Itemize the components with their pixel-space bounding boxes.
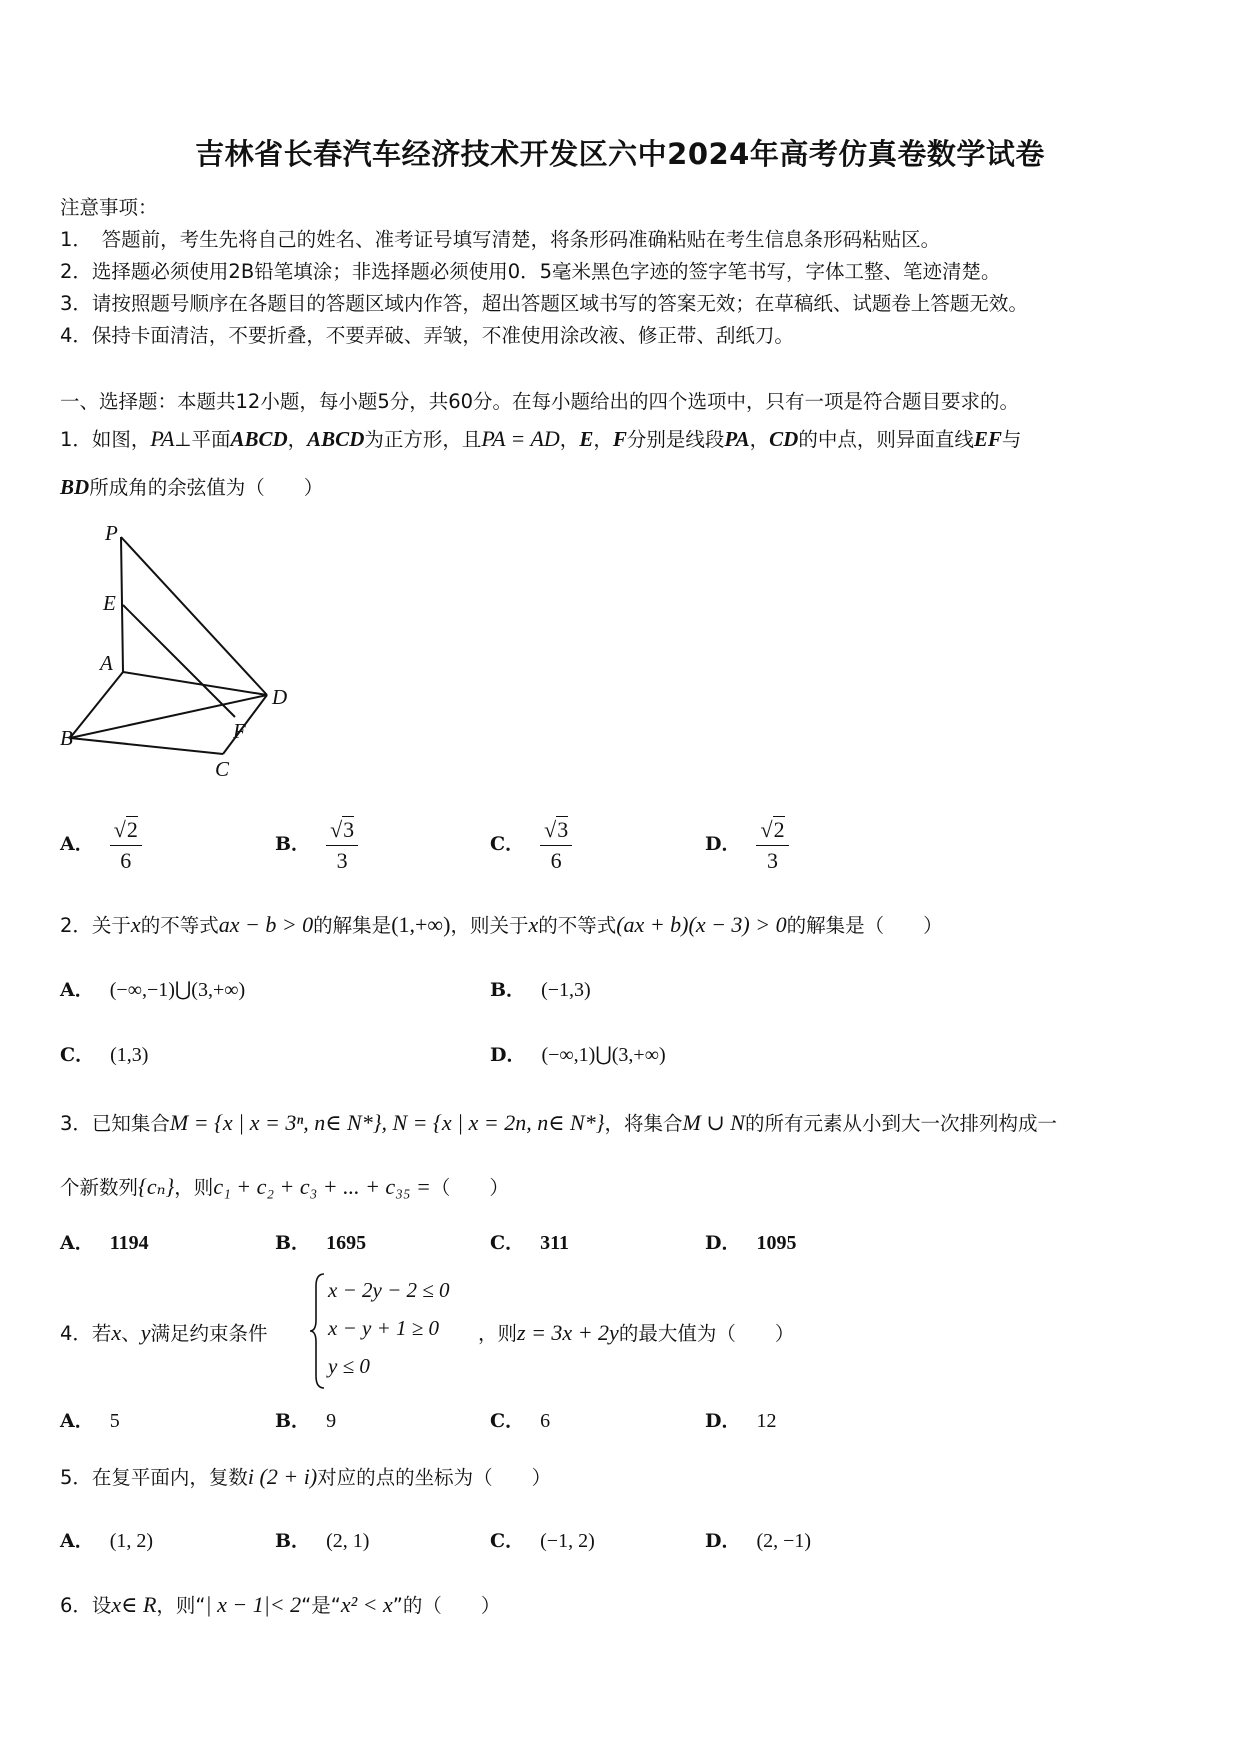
frac-den: 6: [120, 848, 132, 873]
option-text: 9: [326, 1410, 337, 1432]
q5-option-a[interactable]: [60, 1526, 153, 1553]
q1-t13: PA: [724, 427, 750, 451]
q6-t1: ，则“: [156, 1594, 206, 1617]
q5-num: 5．在复平面内，复数: [60, 1466, 248, 1489]
q1-t5: ABCD: [307, 427, 365, 451]
q5-option-b[interactable]: [275, 1526, 369, 1553]
q1-t19: BD: [60, 475, 90, 499]
q2-t4: 的不等式: [538, 914, 617, 937]
q4-num: 4．若: [60, 1322, 112, 1345]
option-label: B．: [275, 833, 311, 856]
q4-constraint-2: x − y + 1 ≥ 0: [328, 1316, 440, 1340]
q2-e3: (ax + b)(x − 3) > 0: [616, 912, 787, 937]
q4-constraint-1: x − 2y − 2 ≤ 0: [328, 1278, 450, 1302]
q1-t3: ABCD: [230, 427, 288, 451]
q1-pyramid-figure: [55, 520, 315, 790]
frac-den: 3: [336, 848, 348, 873]
q1-t15: CD: [769, 427, 799, 451]
q3-e2: M ∪ N: [682, 1110, 745, 1135]
option-label: C．: [490, 1530, 525, 1552]
option-label: A．: [60, 1530, 94, 1552]
option-label: C．: [490, 833, 525, 856]
q1-option-d[interactable]: D． $\frac{√2}{3}$: [705, 815, 789, 876]
q5-option-d[interactable]: [705, 1526, 811, 1553]
q1-t10: ，: [593, 428, 613, 451]
q2-t2: 的解集是: [313, 914, 392, 937]
q4-brace: [308, 1272, 328, 1390]
option-label: B．: [275, 1410, 311, 1432]
option-label: C．: [490, 1410, 525, 1432]
question-4-stem-right: [478, 1318, 794, 1346]
frac-num: 3: [343, 817, 355, 842]
q2-option-c[interactable]: [60, 1040, 148, 1067]
q3-t5: （ ）: [430, 1176, 509, 1199]
q6-num: 6．设: [60, 1594, 112, 1617]
q4-option-a[interactable]: [60, 1406, 120, 1433]
question-1-stem: [60, 424, 1021, 452]
notice-heading: 注意事项：: [60, 196, 158, 219]
option-text: (−1, 2): [540, 1530, 595, 1552]
option-text: 311: [540, 1232, 570, 1254]
q5-option-c[interactable]: [490, 1526, 595, 1553]
option-label: D．: [705, 1410, 741, 1432]
q4-t2: ，则: [478, 1322, 518, 1345]
option-label: B．: [275, 1232, 311, 1254]
question-3-stem: [60, 1108, 1057, 1136]
q1-t11: F: [612, 427, 627, 451]
q6-e2: | x − 1|< 2: [205, 1592, 302, 1617]
q5-e1: i (2 + i): [247, 1464, 318, 1489]
q2-option-b[interactable]: [490, 975, 591, 1002]
notice-item-2: 2．选择题必须使用2B铅笔填涂；非选择题必须使用0．5毫米黑色字迹的签字笔书写，字体工整、笔迹清楚。: [60, 260, 1001, 283]
q2-t5: 的解集是（ ）: [786, 914, 943, 937]
q4-option-b[interactable]: [275, 1406, 336, 1433]
section-heading: 一、选择题：本题共12小题，每小题5分，共60分。在每小题给出的四个选项中，只有一项是符合题目要求的。: [60, 390, 1020, 413]
q1-t17: EF: [973, 427, 1002, 451]
q2-e1: ax − b > 0: [218, 912, 314, 937]
q1-t9: E: [579, 427, 594, 451]
exam-title: 吉林省长春汽车经济技术开发区六中2024年高考仿真卷数学试卷: [195, 137, 1045, 171]
q6-e1: x∈ R: [111, 1592, 157, 1617]
q6-t3: ”的（ ）: [392, 1594, 501, 1617]
q1-t4: ，: [287, 428, 308, 451]
q2-x1: x: [130, 912, 141, 937]
frac-num: 2: [126, 817, 138, 842]
option-label: D．: [705, 1232, 741, 1254]
option-label: D．: [490, 1044, 526, 1066]
label-A: A: [100, 651, 113, 675]
option-text: 12: [756, 1410, 777, 1432]
frac-den: 6: [550, 848, 562, 873]
q1-option-b[interactable]: B． $\frac{√3}{3}$: [275, 815, 358, 876]
q1-option-c[interactable]: C． $\frac{√3}{6}$: [490, 815, 572, 876]
option-label: A．: [60, 979, 94, 1001]
frac-den: 3: [767, 848, 779, 873]
frac-num: 3: [557, 817, 569, 842]
option-text: (−∞,−1)⋃(3,+∞): [109, 979, 246, 1001]
q3-option-c[interactable]: [490, 1228, 569, 1255]
q4-e1: z = 3x + 2y: [517, 1320, 619, 1345]
question-6-stem: [60, 1590, 500, 1618]
question-1-stem-cont: [60, 472, 323, 500]
option-label: A．: [60, 833, 94, 856]
option-text: (2, 1): [326, 1530, 370, 1552]
label-C: C: [215, 757, 230, 781]
q4-y: y: [140, 1320, 151, 1345]
q4-t3: 的最大值为（ ）: [618, 1322, 795, 1345]
question-5-stem: [60, 1462, 551, 1490]
q5-t1: 对应的点的坐标为（ ）: [317, 1466, 552, 1489]
q4-option-c[interactable]: [490, 1406, 550, 1433]
question-3-stem-cont: [60, 1172, 509, 1200]
q3-num: 3．已知集合: [60, 1112, 170, 1135]
option-text: (1,3): [110, 1044, 149, 1066]
q1-t16: 的中点，则异面直线: [798, 428, 974, 451]
q6-e3: x² < x: [340, 1592, 393, 1617]
q4-x: x: [111, 1320, 122, 1345]
option-label: C．: [490, 1232, 525, 1254]
q3-option-b[interactable]: [275, 1228, 366, 1255]
notice-item-1: 1． 答题前，考生先将自己的姓名、准考证号填写清楚，将条形码准确粘贴在考生信息条形码粘贴区。: [60, 228, 941, 251]
q2-num: 2．关于: [60, 914, 131, 937]
option-label: A．: [60, 1232, 94, 1254]
q2-option-d[interactable]: [490, 1040, 666, 1067]
option-text: 6: [540, 1410, 551, 1432]
option-text: 1194: [109, 1232, 149, 1254]
option-text: (−1,3): [541, 979, 591, 1001]
option-text: (2, −1): [756, 1530, 812, 1552]
q3-e3: {cₙ}: [138, 1174, 175, 1199]
q1-t6: 为正方形，且: [364, 428, 482, 451]
q1-option-a[interactable]: A． $\frac{√2}{6}$: [60, 815, 142, 876]
frac-num: 2: [773, 817, 785, 842]
q3-t1: ，将集合: [604, 1112, 683, 1135]
q4-option-d[interactable]: [705, 1406, 776, 1433]
q1-t2: ⊥平面: [174, 428, 231, 451]
q3-t3: 个新数列: [60, 1176, 139, 1199]
option-text: 5: [109, 1410, 120, 1432]
option-label: C．: [60, 1044, 95, 1066]
q1-t7: PA = AD: [481, 426, 560, 451]
q3-t2: 的所有元素从小到大一次排列构成一: [744, 1112, 1057, 1135]
option-label: D．: [705, 1530, 741, 1552]
q2-t3: ，则关于: [450, 914, 529, 937]
q1-t14: ，: [749, 428, 770, 451]
q3-option-a[interactable]: [60, 1228, 149, 1255]
option-label: A．: [60, 1410, 94, 1432]
label-D: D: [272, 685, 288, 709]
notice-item-4: 4．保持卡面清洁，不要折叠，不要弄破、弄皱，不准使用涂改液、修正带、刮纸刀。: [60, 324, 794, 347]
q1-t1: PA: [150, 426, 175, 451]
q4-constraint-3: y ≤ 0: [328, 1354, 370, 1378]
label-B: B: [60, 726, 73, 750]
q2-e2: (1,+∞): [391, 912, 451, 937]
option-text: (1, 2): [109, 1530, 154, 1552]
label-P: P: [105, 521, 118, 545]
q6-t2: “是“: [301, 1594, 341, 1617]
q2-t1: 的不等式: [140, 914, 219, 937]
q2-x2: x: [528, 912, 539, 937]
q2-option-a[interactable]: [60, 975, 245, 1002]
q1-t8: ，: [559, 428, 580, 451]
question-4-stem-left: [60, 1318, 267, 1346]
option-text: 1095: [756, 1232, 797, 1254]
option-label: B．: [275, 1530, 311, 1552]
option-label: D．: [705, 833, 741, 856]
q3-t4: ，则: [174, 1176, 214, 1199]
q4-t1: 满足约束条件: [150, 1322, 268, 1345]
q4-sep: 、: [121, 1322, 141, 1345]
notice-item-3: 3．请按照题号顺序在各题目的答题区域内作答，超出答题区域书写的答案无效；在草稿纸、试题卷上答题无效。: [60, 292, 1028, 315]
q1-t18: 与: [1001, 428, 1022, 451]
option-text: 1695: [326, 1232, 367, 1254]
q3-e4: c₁ + c₂ + c₃ + ... + c₃₅ =: [213, 1174, 431, 1199]
question-2-stem: [60, 910, 943, 938]
q1-num: 1．如图，: [60, 428, 151, 451]
q3-option-d[interactable]: [705, 1228, 796, 1255]
option-label: B．: [490, 979, 526, 1001]
option-text: (−∞,1)⋃(3,+∞): [541, 1044, 666, 1066]
q3-e1: M = {x | x = 3ⁿ, n∈ N*}, N = {x | x = 2n, n∈ N*}: [169, 1110, 605, 1135]
q1-t20: 所成角的余弦值为（ ）: [89, 476, 324, 499]
label-E: E: [103, 591, 116, 615]
label-F: F: [233, 719, 246, 743]
q1-t12: 分别是线段: [626, 428, 725, 451]
